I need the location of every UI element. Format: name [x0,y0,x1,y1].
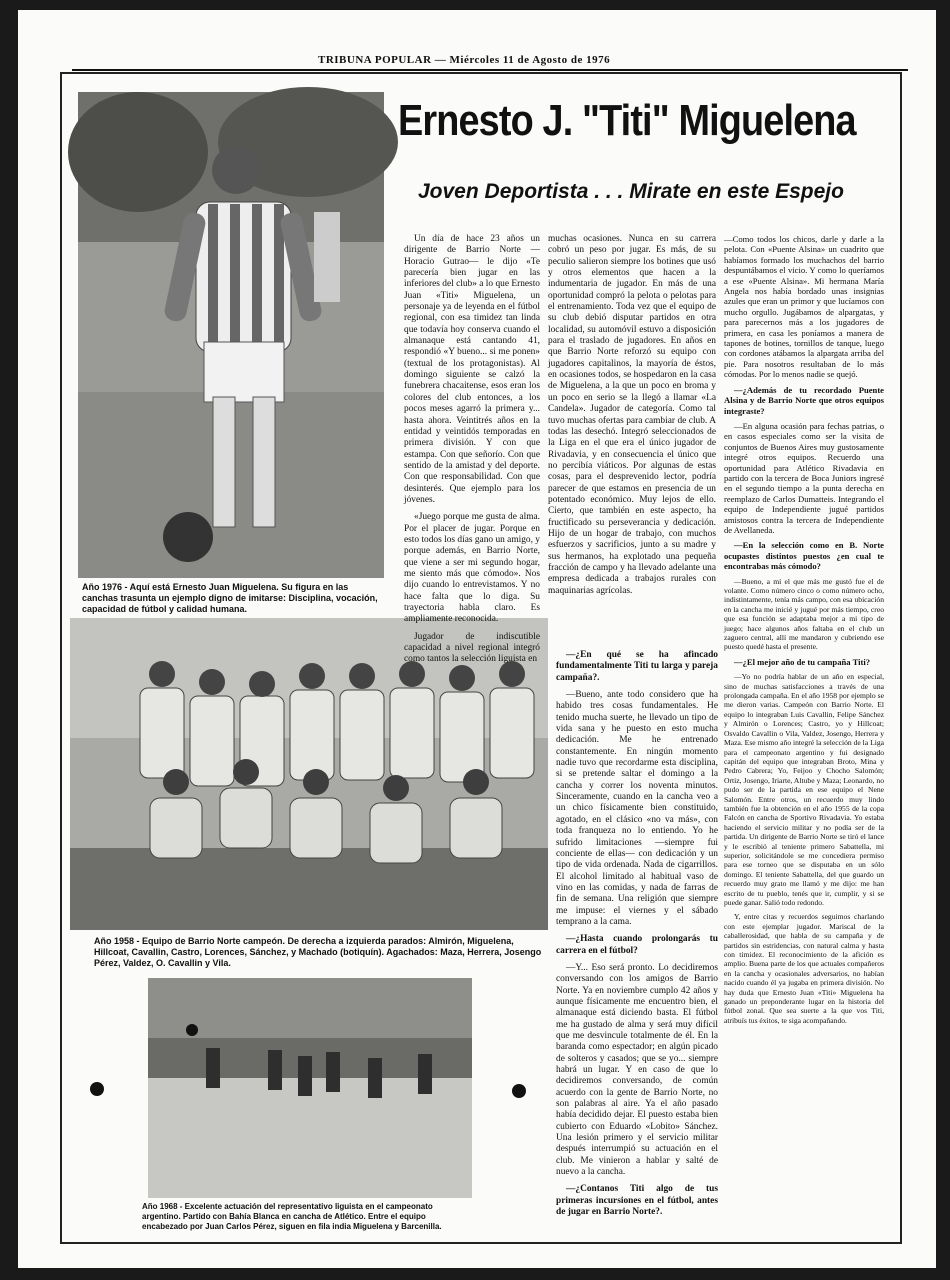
column-2-paragraph: muchas ocasiones. Nunca en su carrera cobró un peso por jugar. Es más, de su peculio salieron siempre los botines que usó y otros elementos que hacen a la indumentaria de jugador. En más de una oportunidad compró la pelota o pelotas para el entrenamiento. Toda vez que el equipo de su club debió disputar partidos en otra localidad, su automóvil estuvo a disposición para el traslado de jugadores. En años en que Barrio Norte reforzó su equipo con jugadores capitalinos, la mayoría de éstos, en ocasiones todos, se hospedaron en la casa de Miguelena, a la que un poco en broma y un poco en serio se la llegó a llamar «La Candela». Jugador de categoría. Como tal tuvo muchas ofertas para cambiar de club. A todas las desechó. Integró seleccionados de la Liga en el que era el único jugador de Rivadavia, y en consecuencia el único que no percibía viáticos. Por algunas de estas cosas, para el desprevenido lector, podría parecer de que estamos en presencia de un potentado económico. Muy lejos de ello. Cierto, que también en este aspecto, ha fructificado su perseverancia y dedicación. Hijo de un hogar de trabajo, con muchos esfuerzos y sacrificios, junto a su madre y sus hermanos, ha explotado una pequeña fracción de campo y ha llevado adelante una empresa dedicada a trabajos rurales con maquinarias agrícolas. [548,234,716,596]
interview-answer: —Bueno, a mí el que más me gustó fue el de volante. Como número cinco o como número ocho, indistintamente, tenía más campo, con esa ubicación en la cancha me inicié y jugué por más tiempo, creo que esa función se adaptaba mejor a mi tipo de juego; hace algunos años faltaba en el club un zaguero central, allí me mandaron y cubriendo ese puesto quedé hasta el presente. [724,576,884,652]
column-1-paragraph: Un día de hace 23 años un dirigente de Barrio Norte —Horacio Gutrao— le dijo «Te parecería bien jugar en las inferiores del club» a lo que Ernesto Juan «Titi» Miguelena, un personaje ya de leyenda en el fútbol regional, con esa timidez tan linda que todavía hoy conserva cuando el almanaque está cantando 41, respondió «Y bueno... si me ponen» (textual de los protagonistas). Al domingo siguiente se calzó la funebrera chacaitense, esos eran los colores del club entonces, a los pocos meses agarró la primera y... hasta ahora. Veintitrés años en la entidad y veintidós temporadas en primera división. Y con que estampa. Con que señorío. Con que sentido de la amistad y del deporte. Con que responsabilidad. Con que desinterés. Que ejemplo para los jóvenes. [404,234,540,505]
article-column-1 [404,234,540,665]
column-1-paragraph: «Juego porque me gusta de alma. Por el placer de jugar. Porque en esto todos los días gano un amigo, y porque además, en Barrio Norte, que viene a ser mi segundo hogar, me siento más que cómodo». Nos dijo cuando lo entrevistamos. Y no hace falta que lo diga. Su trayectoria habla claro. Es ampliamente reconocida. [404,512,540,625]
caption-photo-1968: Año 1968 - Excelente actuación del representativo liguista en el campeonato argentino. Partido con Bahía Blanca en cancha de Atlético. Entre el equipo encabezado por Juan Carlos Pérez, siguen en fila india Miguelena y Barcenilla. [142,1202,442,1231]
interview-question: —¿El mejor año de tu campaña Titi? [734,656,871,667]
article-column-2a [548,234,716,644]
interview-question: —¿Hasta cuando prolongarás tu carrera en el fútbol? [556,934,718,956]
interview-question: —En la selección como en B. Norte ocupastes distintos puestos ¿en cual te encontrabas más cómodo? [724,540,884,572]
photo-1968-match [148,978,472,1198]
interview-answer: —Yo no podría hablar de un año en especial, sino de muchas satisfacciones a través de una prolongada campaña. En el año 1958 por ejemplo se me dieron varias. Campeón con Barrio Norte. El equipo lo integraban Luis Cavallin, Felipe Sánchez y Almirón o Lorences; Castro, yo y Hillcoat; Osvaldo Cavallin o Vila, Valdez, Josengo, Herrera y Maza. Ese mismo año integré la selección de la Liga para el campeonato argentino y fui designado capitán del equipo que integraban Broto, Mina y Pedro Cabrera; Yo, Feijoo y Chocho Salomón; Ortiz, Josengo, Iriarte, Altube y Maza; Leonardo, no pudo ser de la partida en ese equipo el Nene Salomón. Entre otros, un recuerdo muy lindo también fue la obtención en el año 1955 de la copa Falcón en cancha de Sportivo Rivadavia. Yo estaba haciendo el servicio militar y no podía ser de la partida. Un dirigente de Barrio Norte se tiró el lance y le escribió al teniente primero Sabattella, mi superior, solicitándole se me concediera permiso para ese torneo que se disputaba en un sólo domingo. El teniente Sabattella, del que guardo un recuerdo muy grato me llamó y me dijo: me han escrito de tu pueblo, tenés que ir, cumplir, y si se puede ganar. Salió todo redondo. [724,672,884,907]
newspaper-page [18,10,936,1268]
headline: Ernesto J. "Titi" Miguelena [398,96,856,145]
masthead: TRIBUNA POPULAR — Miércoles 11 de Agosto de 1976 [318,54,611,66]
closing-paragraph: Y, entre citas y recuerdos seguimos charlando con este ejemplar jugador. Mariscal de la caballerosidad, que habla de su campaña y de partidos sin estridencias, con natural calma y hasta con timidez. El reconocimiento de la afición es amplio. Buena parte de los que actuales compañeros en la cancha y ocasionales adversarios, no habían nacido cuando él ya jugaba en primera división. No hay duda que Ernesto Juan «Titi» Miguelena ha ganado un preponderante lugar en la historia del fútbol zonal. Que sea suerte a la que vos Titi, atribuís tus éxitos, te siga acompañando. [724,912,884,1025]
article-column-3 [724,234,884,1242]
interview-question: —¿Además de tu recordado Puente Alsina y de Barrio Norte que otros equipos integraste? [724,384,884,416]
interview-question: —¿En qué se ha afincado fundamentalmente Titi tu larga y pareja campaña?. [556,650,718,683]
caption-photo-1976: Año 1976 - Aquí está Ernesto Juan Miguelena. Su figura en las canchas trasunta un ejemplo digno de imitarse: Disciplina, vocación, capacidad de fútbol y calidad humana. [82,582,378,614]
caption-photo-1958: Año 1958 - Equipo de Barrio Norte campeón. De derecha a izquierda parados: Almirón, Miguelena, Hillcoat, Cavallin, Castro, Lorences, Sánchez, y Machado (botiquín). Agachados: Maza, Herrera, Josengo Pérez, Valdez, O. Cavallin y Vila. [94,936,542,968]
column-1-paragraph: Jugador de indiscutible capacidad a nivel regional integró como tantos la selección liguista en [404,631,540,665]
photo-1976-player [78,92,384,578]
subheadline: Joven Deportista . . . Mirate en este Espejo [418,180,844,203]
interview-answer: —Como todos los chicos, darle y darle a la pelota. Con «Puente Alsina» un cuadrito que habíamos formado los muchachos del barrio despuntábamos el vicio. Y como lo queríamos a ese «Puente Alsina». Mi hermana María Angela nos había bordado unas insignias azules que eran un primor y que lucíamos con mucho orgullo. Jugábamos de alpargatas, y para parecernos más a los jugadores de primera, en casa les poníamos a manera de tapones de botines, tornillos de tanque, luego con cordones atábamos la alpargata arriba del pie. Para nosotros resultaban de lo más cómodas. Por lo menos nadie se quejó. [724,234,884,380]
punch-hole [90,1082,104,1096]
masthead-date: Miércoles 11 de Agosto de 1976 [449,54,611,66]
masthead-rule [72,69,908,71]
interview-answer: —Y... Eso será pronto. Lo decidiremos conversando con los amigos de Barrio Norte. Ya en noviembre cumplo 42 años y aunque físicamente me encuentro bien, el almanaque está diciendo basta. El fútbol me ha gustado de alma y será muy difícil que me desvincule totalmente de él. En la baranda como espectador; en algún picado de solteros y casados; que se yo... siempre habrá un lugar. Y en caso de que lo decidiremos conversando, de común acuerdo con la gente de Barrio Norte, no son palabras al aire. Ya el año pasado había decidido dejar. El puesto estaba bien cubierto con Eduardo «Lobito» Sánchez. Una lesión primero y el servicio militar después interrumpió su actuación en el club. Me vinieron a hablar y salté de nuevo a la cancha. [556,962,718,1178]
punch-hole [512,1084,526,1098]
interview-answer: —En alguna ocasión para fechas patrias, o en casos especiales como ser la visita de conjuntos de Buenos Aires muy gustosamente integré otros equipos. Recuerdo una oportunidad para Atlético Rivadavia en partido con la tercera de Boca Juniors ingresé en el segundo tiempo a la punta derecha en reemplazo de Carlos Dumatteis. Integrando el equipo de Independiente jugué partidos amistosos contra la tercera de Independiente de Avellaneda. [724,420,884,535]
interview-answer: —Bueno, ante todo considero que ha habido tres cosas fundamentales. He tenido mucha suerte, he llevado un tipo de vida sana y he puesto en esto mucha dedicación. Me he entrenado constantemente. En ningún momento nadie tuvo que recordarme esta disciplina, si se pretende saltar el domingo a la cancha y correr los noventa minutos. Sinceramente, cuando en la cancha veo a un chico físicamente bien constituido, agotado, en el clásico «no va más», con toda franqueza no lo entiendo. Yo he sufrido limitaciones —siempre fui conciente de ellas— con dedicación y un tipo de vida ordenada. Nada de cigarrillos. El alcohol limitado al habitual vaso de vino en las comidas, y nada de farras de fin de semana. Una religión que siempre me impuse: el viernes y el sábado temprano a la cama. [556,690,718,927]
match-photo-image [148,978,472,1198]
interview-question: —¿Contanos Titi algo de tus primeras incursiones en el fútbol, antes de jugar en Barrio Norte?. [556,1184,718,1218]
masthead-paper: TRIBUNA POPULAR [318,54,432,66]
article-column-2b [556,650,718,1238]
player-portrait-image [78,92,384,578]
